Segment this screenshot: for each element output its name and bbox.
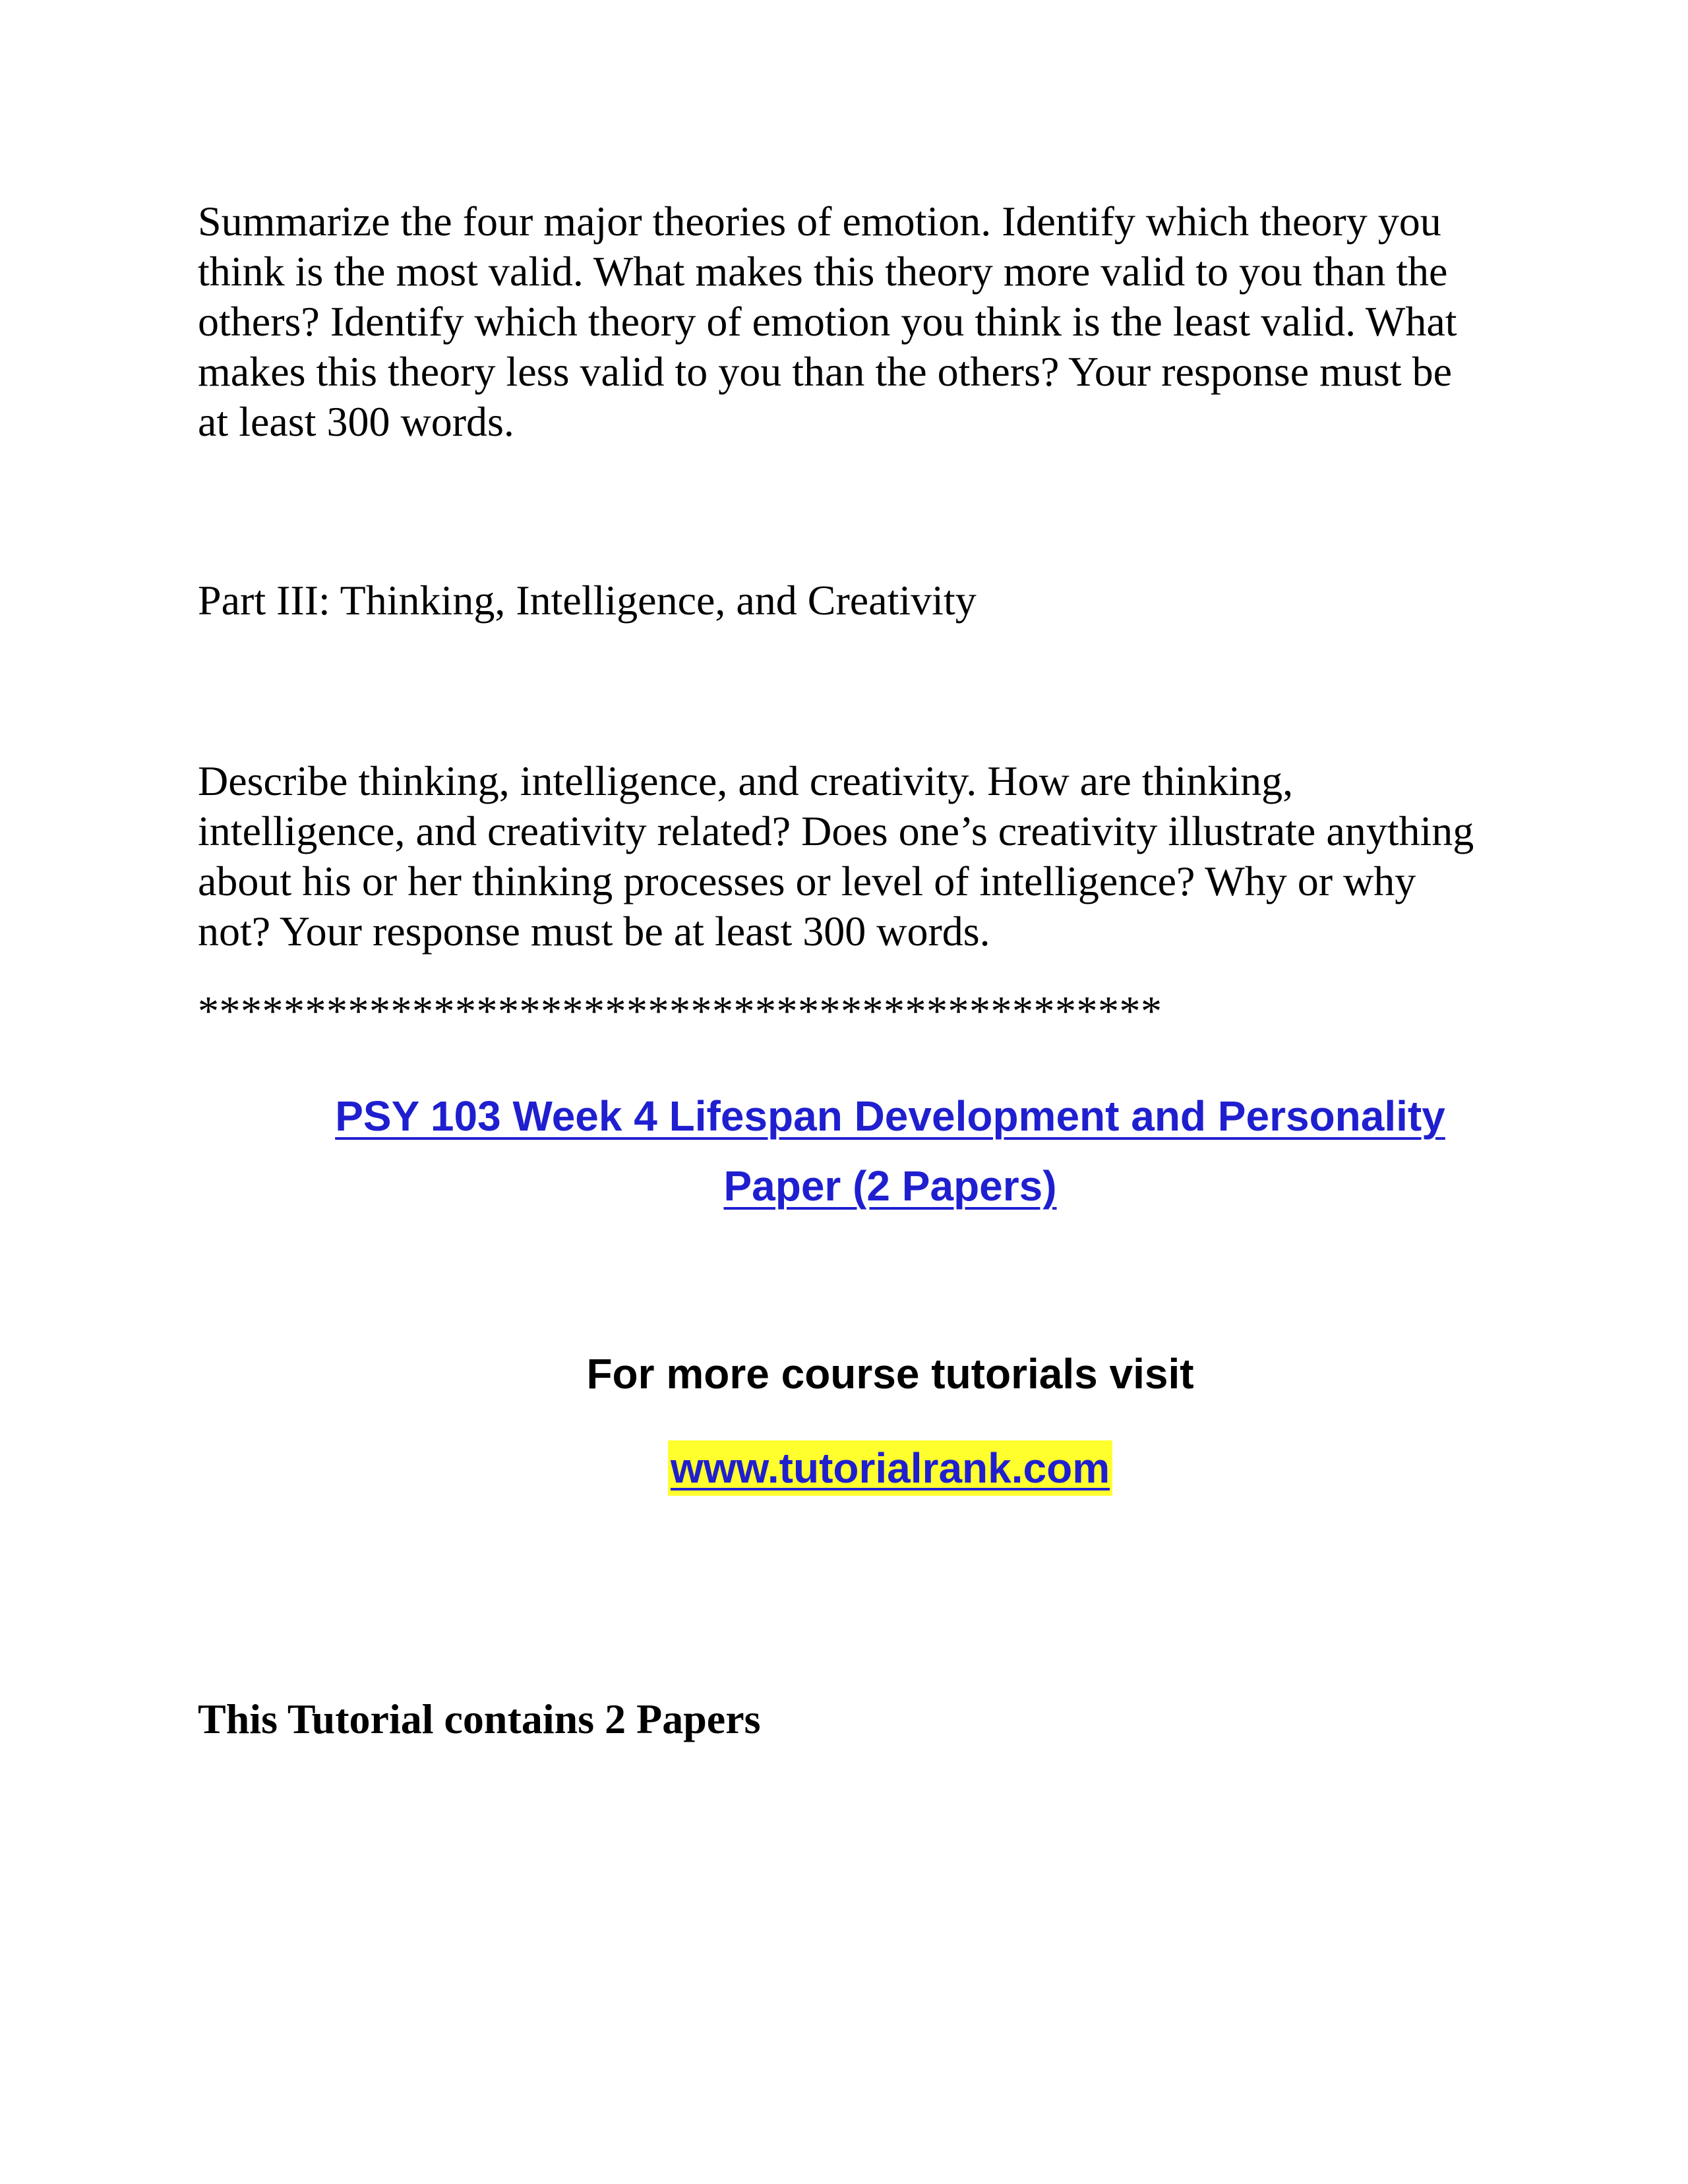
emotion-question-paragraph: Summarize the four major theories of emotion. Identify which theory you think is the most valid. What makes this theory more valid to you than the others? Identify which theory of emotion you think is the least valid. What makes this theory less valid to you than the others? Your response must be at least 300 words. — [198, 198, 1457, 445]
site-link-container — [264, 1440, 1517, 1496]
website-link[interactable]: www.tutorialrank.com — [668, 1440, 1112, 1496]
visit-prompt-text: For more course tutorials visit — [586, 1350, 1194, 1398]
thinking-question-paragraph: Describe thinking, intelligence, and creativity. How are thinking, intelligence, and creativity related? Does one’s creativity illustrate anything about his or her thinking processes or level of intelligence? Why or why not? Your response must be at least 300 words. — [198, 757, 1474, 955]
course-title-link-line-1[interactable]: PSY 103 Week 4 Lifespan Development and Personality — [335, 1092, 1445, 1140]
tutorial-contains-text: This Tutorial contains 2 Papers — [198, 1696, 761, 1742]
course-title-link[interactable] — [264, 1081, 1517, 1221]
asterisk-separator: ********************************************* — [198, 988, 1162, 1034]
course-title-link-line-2[interactable]: Paper (2 Papers) — [723, 1162, 1057, 1210]
part-three-heading: Part III: Thinking, Intelligence, and Creativity — [198, 577, 977, 624]
